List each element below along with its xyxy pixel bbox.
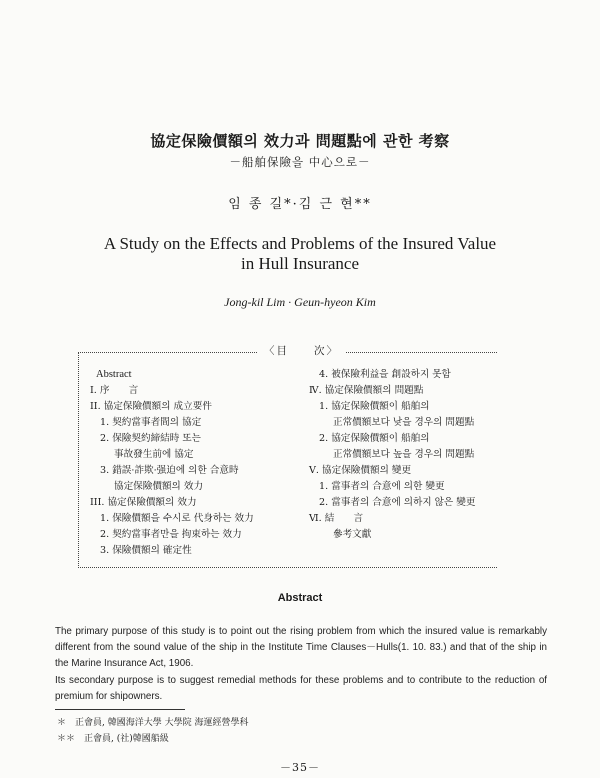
toc-heading: 〈目 次〉	[258, 343, 345, 358]
korean-title: 協定保險價額의 效力과 問題點에 관한 考察	[150, 132, 450, 150]
abstract-paragraph-2: Its secondary purpose is to suggest remedial methods for these problems and to contribute to the reduction of premium for shipowners.	[55, 675, 547, 702]
toc-item: 事故發生前에 協定	[114, 449, 194, 460]
toc-item: 2. 保險契約締結時 또는	[100, 433, 201, 444]
toc-item: I. 序 言	[90, 385, 139, 396]
toc-left-column	[90, 367, 254, 559]
footnote-2: ＊＊ 正會員, (社)韓國船級	[57, 734, 169, 744]
toc-item: 4. 被保險利益을 創設하지 못함	[319, 369, 451, 380]
toc-item: 1. 契約當事者間의 協定	[100, 417, 202, 428]
toc-item: Ⅵ. 結 言	[309, 513, 364, 524]
toc-item: 正常價額보다 높을 경우의 問題點	[333, 449, 475, 460]
toc-item: 1. 保險價額을 수시로 代身하는 效力	[100, 513, 254, 524]
footnote-rule	[55, 709, 185, 710]
toc-item: Ⅴ. 協定保險價額의 變更	[309, 465, 412, 476]
english-title-line-2: in Hull Insurance	[240, 254, 360, 273]
toc-item: 1. 協定保險價額이 船舶의	[319, 401, 430, 412]
toc-item: 2. 契約當事者만을 拘束하는 效力	[100, 529, 242, 540]
korean-subtitle: －船舶保險을 中心으로－	[229, 155, 371, 169]
toc-item: 正常價額보다 낮을 경우의 問題點	[333, 417, 475, 428]
english-authors: Jong-kil Lim · Geun-hyeon Kim	[224, 295, 376, 309]
toc-item: III. 協定保險價額의 效力	[90, 497, 197, 508]
toc-item: 參考文獻	[333, 529, 372, 540]
toc-item: Abstract	[96, 369, 132, 380]
abstract-paragraph-1: The primary purpose of this study is to point out the rising problem from which the insured value is remarkably different from the sound value of the ship in the Institute Time Clauses－Hulls(1. 10. 83.) and that of the ship in the Marine Insurance Act, 1906.	[55, 626, 547, 669]
toc-item: 3. 錯誤·詐欺·强迫에 의한 合意時	[100, 465, 239, 476]
page-number: －35－	[280, 761, 320, 774]
toc-item: 協定保險價額의 效力	[114, 481, 204, 492]
toc-item: 1. 當事者의 合意에 의한 變更	[319, 481, 445, 492]
abstract-heading: Abstract	[277, 592, 323, 604]
toc-item: Ⅳ. 協定保險價額의 問題點	[309, 385, 424, 396]
toc-right-column	[309, 367, 475, 543]
toc-item: II. 協定保險價額의 成立要件	[90, 401, 212, 412]
korean-authors: 임 종 길*·김 근 현**	[228, 197, 372, 212]
toc-item: 3. 保險價額의 確定性	[100, 545, 192, 556]
footnote-1: ＊ 正會員, 韓國海洋大學 大學院 海運經營學科	[57, 718, 249, 728]
toc-item: 2. 協定保險價額이 船舶의	[319, 433, 430, 444]
toc-item: 2. 當事者의 合意에 의하지 않은 變更	[319, 497, 476, 508]
english-title-line-1: A Study on the Effects and Problems of the Insured Value	[103, 234, 497, 253]
